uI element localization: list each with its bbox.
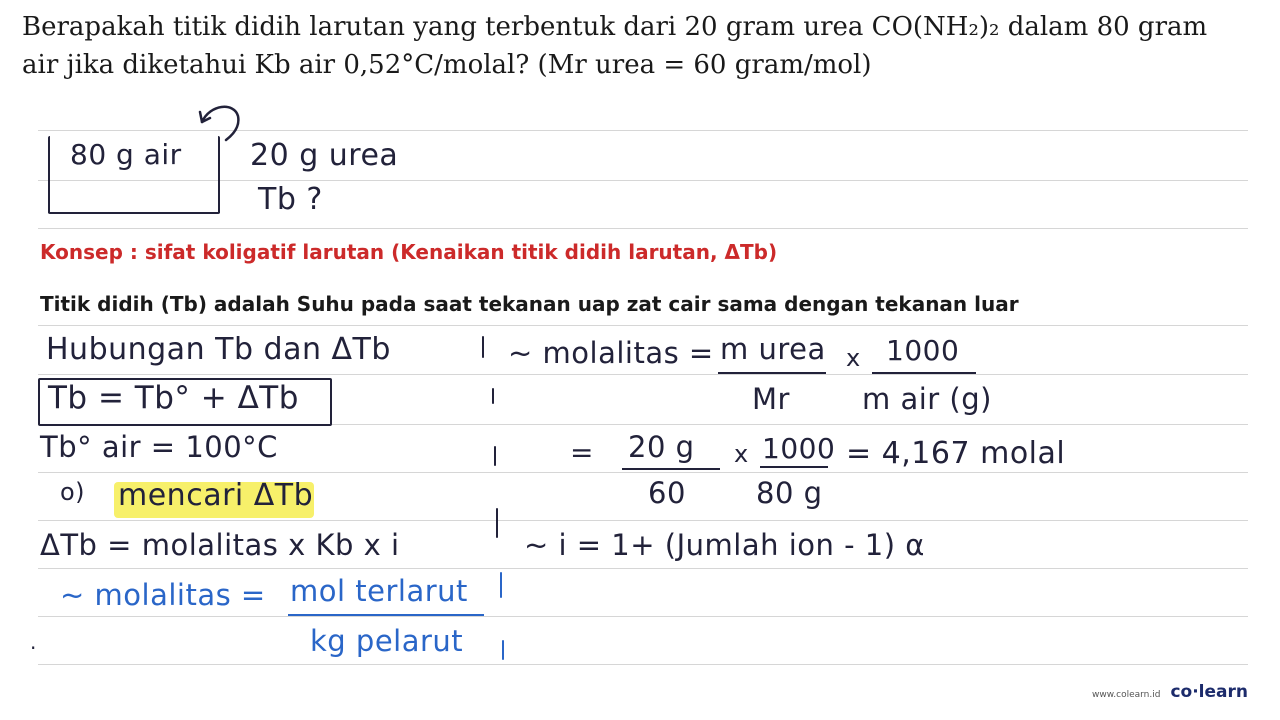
beaker-label: 80 g air xyxy=(70,138,182,171)
ruled-line xyxy=(38,520,1248,521)
fraction-line xyxy=(760,466,828,468)
times-sign: x xyxy=(846,344,861,372)
fraction-line xyxy=(288,614,484,616)
bullet-icon: o) xyxy=(60,478,86,506)
ruled-line xyxy=(38,568,1248,569)
mr-denominator: Mr xyxy=(752,382,790,416)
tb0-value: Tb° air = 100°C xyxy=(40,430,278,464)
arrow-icon xyxy=(196,100,256,156)
equals-sign: = xyxy=(570,436,594,469)
question-text xyxy=(22,8,1262,84)
mr-value-denominator: 60 xyxy=(648,476,686,510)
molalitas-denominator: kg pelarut xyxy=(310,624,464,658)
fraction-line xyxy=(622,468,720,470)
brand-url: www.colearn.id xyxy=(1092,690,1161,700)
urea-mass-numerator: m urea xyxy=(720,332,826,366)
fraction-line xyxy=(872,372,976,374)
colearn-logo: co·learn xyxy=(1170,682,1248,702)
fraction-line xyxy=(718,372,826,374)
definition-text: Titik didih (Tb) adalah Suhu pada saat tekanan uap zat cair sama dengan tekanan luar xyxy=(40,292,1019,316)
ruled-line xyxy=(38,325,1248,326)
molality-result: = 4,167 molal xyxy=(846,436,1066,471)
molalitas-numerator: mol terlarut xyxy=(290,574,468,608)
separator-mark xyxy=(492,388,494,404)
separator-mark xyxy=(494,446,496,466)
tb-formula: Tb = Tb° + ΔTb xyxy=(48,380,299,416)
thousand-value-numerator: 1000 xyxy=(762,432,836,465)
ruled-line xyxy=(38,374,1248,375)
question-line-2: air jika diketahui Kb air 0,52°C/molal? (Mr urea = 60 gram/mol) xyxy=(22,50,872,80)
separator-mark xyxy=(502,640,504,660)
ruled-line xyxy=(38,228,1248,229)
asked-label: Tb ? xyxy=(258,182,323,217)
thousand-numerator: 1000 xyxy=(886,334,960,367)
ruled-line xyxy=(38,664,1248,665)
relation-heading: Hubungan Tb dan ΔTb xyxy=(46,332,391,367)
urea-value-numerator: 20 g xyxy=(628,430,695,464)
molalitas-formula-prefix: ~ molalitas = xyxy=(508,336,714,370)
molalitas-definition-prefix: ~ molalitas = xyxy=(60,578,266,612)
ruled-line xyxy=(38,472,1248,473)
brand-footer xyxy=(1092,682,1248,702)
concept-heading: Konsep : sifat koligatif larutan (Kenaikan titik didih larutan, ΔTb) xyxy=(40,240,778,264)
ruled-line xyxy=(38,616,1248,617)
times-sign: x xyxy=(734,440,749,468)
water-value-denominator: 80 g xyxy=(756,476,823,510)
separator-mark xyxy=(496,508,498,538)
separator-mark xyxy=(500,572,502,598)
question-line-1: Berapakah titik didih larutan yang terbentuk dari 20 gram urea CO(NH₂)₂ dalam 80 gram xyxy=(22,12,1208,42)
solute-label: 20 g urea xyxy=(250,138,399,173)
delta-tb-formula: ΔTb = molalitas x Kb x i xyxy=(40,528,400,562)
dot-mark: · xyxy=(30,636,37,660)
separator-mark xyxy=(482,336,484,358)
vant-hoff-factor: ~ i = 1+ (Jumlah ion - 1) α xyxy=(524,528,925,562)
mencari-label: mencari ΔTb xyxy=(118,478,314,513)
water-mass-denominator: m air (g) xyxy=(862,382,992,416)
